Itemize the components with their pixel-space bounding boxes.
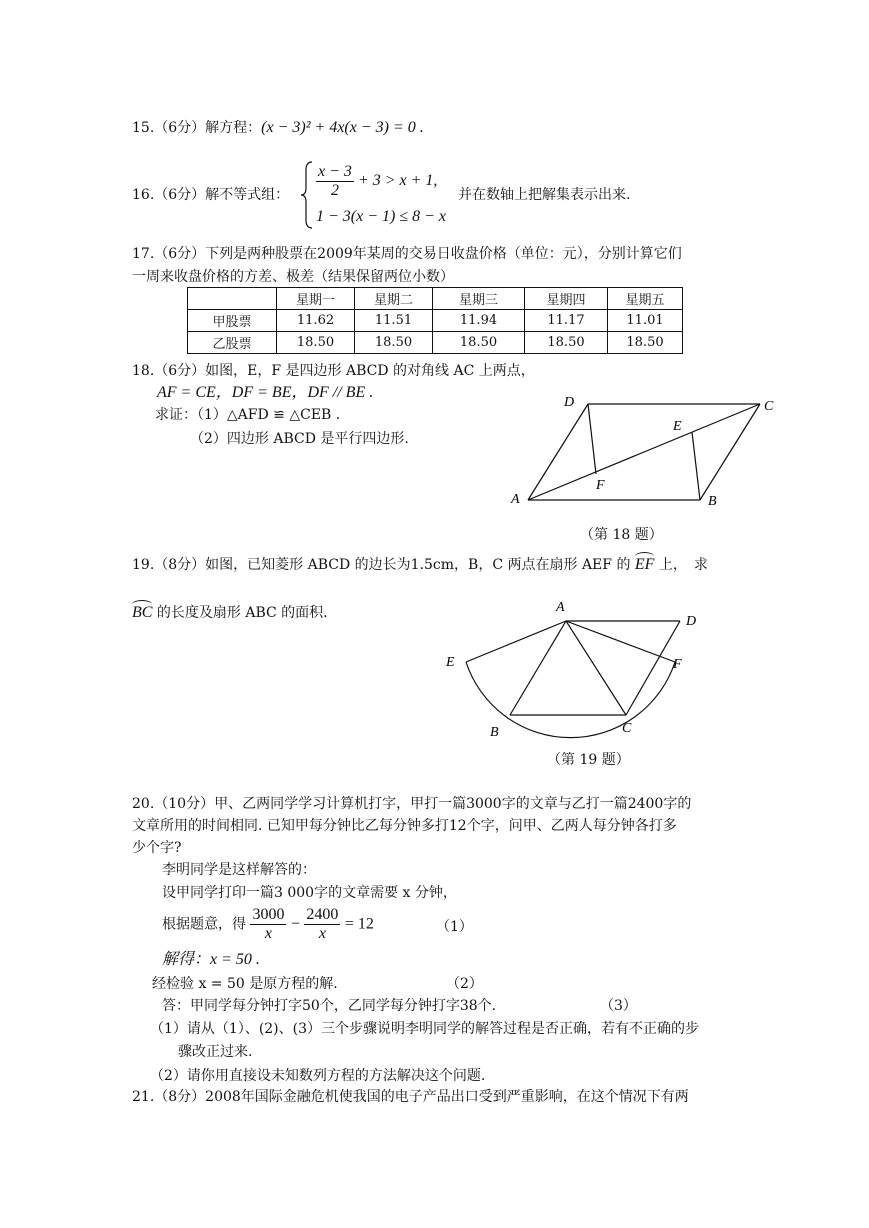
q21-line-1: 21.（8分）2008年国际金融危机使我国的电子产品出口受到严重影响，在这个情况下有两 [132, 1089, 689, 1105]
q20-step-1: （1） [436, 919, 473, 935]
q16-ineq-1 [316, 163, 437, 200]
table-row [188, 310, 683, 332]
q16-prefix: 16.（6分）解不等式组： [132, 187, 290, 203]
q20-sub-1b: 骤改正过来. [178, 1044, 253, 1060]
fig19-caption: （第 19 题） [547, 752, 630, 768]
q19-line-2 [132, 604, 328, 622]
fig19-label-f: F [673, 657, 682, 672]
q20-sub-2: （2）请你用直接设未知数列方程的方法解决这个问题. [150, 1068, 486, 1084]
fig18-label-a: A [511, 492, 520, 507]
fig18-label-f: F [596, 478, 605, 493]
q20-line-1: 20.（10分）甲、乙两同学学习计算机打字，甲打一篇3000字的文章与乙打一篇2400字的 [132, 796, 692, 812]
q16-suffix: 并在数轴上把解集表示出来. [458, 187, 631, 203]
q18-line-3: 求证：（1）△AFD ≌ △CEB . [155, 407, 341, 423]
fig18-label-d: D [564, 395, 575, 410]
q18-line-4: （2）四边形 ABCD 是平行四边形. [190, 431, 409, 447]
table-header-cell [188, 288, 277, 310]
table-cell: 11.62 [277, 310, 355, 332]
fig19-label-a: A [556, 600, 565, 615]
q15-line [132, 119, 424, 137]
table-header-row [188, 288, 683, 310]
table-cell: 18.50 [525, 332, 608, 354]
q16-brace [300, 160, 314, 230]
fig19-label-b: B [490, 725, 499, 740]
q19-line-1a: 19.（8分）如图，已知菱形 ABCD 的边长为1.5cm，B，C 两点在扇形 AEF 的 [132, 557, 631, 573]
q20-equation-line [162, 906, 374, 943]
q20-line-9: 答：甲同学每分钟打字50个，乙同学每分钟打字38个. [162, 998, 497, 1014]
fig18-caption: （第 18 题） [580, 527, 663, 543]
q20-line-5: 设甲同学打印一篇3 000字的文章需要 x 分钟， [162, 885, 457, 901]
q18-line-2: AF = CE，DF = BE，DF // BE . [157, 384, 374, 401]
q19-arc-ef: EF [634, 556, 655, 573]
q15-equation: (x − 3)² + 4x(x − 3) = 0 . [261, 119, 424, 136]
q17-line-1: 17.（6分）下列是两种股票在2009年某周的交易日收盘价格（单位：元），分别计算它们 [132, 246, 682, 262]
fig19-label-e: E [446, 655, 455, 670]
q20-frac2-num: 2400 [306, 906, 339, 923]
q17-line-2: 一周来收盘价格的方差、极差（结果保留两位小数） [132, 269, 454, 285]
q16-frac-num: x − 3 [318, 163, 352, 180]
fig19-label-d: D [686, 614, 697, 629]
table-header-cell: 星期四 [525, 288, 608, 310]
q20-step-2: （2） [446, 976, 483, 992]
q16-ineq-1-rest: + 3 > x + 1, [357, 172, 438, 190]
figure-19 [440, 595, 720, 745]
q20-step-3: （3） [600, 998, 637, 1014]
q16-ineq-2: 1 − 3(x − 1) ≤ 8 − x [316, 208, 447, 225]
stock-price-table [187, 287, 683, 354]
q20-line-4: 李明同学是这样解答的： [162, 862, 316, 878]
table-cell: 甲股票 [188, 310, 277, 332]
table-header-cell: 星期一 [277, 288, 355, 310]
fig19-label-c: C [622, 721, 632, 736]
table-cell: 乙股票 [188, 332, 277, 354]
table-row [188, 332, 683, 354]
q20-line-6-prefix: 根据题意，得 [162, 916, 246, 933]
q20-line-3: 少个字? [132, 840, 182, 856]
fig18-label-c: C [764, 399, 774, 414]
table-header-cell: 星期五 [608, 288, 683, 310]
q20-line-2: 文章所用的时间相同. 已知甲每分钟比乙每分钟多打12个字，问甲、乙两人每分钟各打多 [132, 818, 677, 834]
q20-line-7: 解得：x = 50 . [162, 951, 260, 968]
table-cell: 11.94 [433, 310, 525, 332]
table-cell: 18.50 [277, 332, 355, 354]
q20-frac1-den: x [264, 925, 272, 942]
q15-prefix: 15.（6分）解方程： [132, 120, 262, 136]
table-cell: 11.51 [355, 310, 433, 332]
q20-eq-rest: = 12 [344, 915, 374, 933]
q20-line-8: 经检验 x = 50 是原方程的解. [152, 976, 338, 992]
q20-sub-1a: （1）请从（1）、(2)、(3）三个步骤说明李明同学的解答过程是否正确，若有不正确的步 [150, 1021, 700, 1037]
table-cell: 18.50 [608, 332, 683, 354]
table-header-cell: 星期二 [355, 288, 433, 310]
q19-line-2-text: 的长度及扇形 ABC 的面积. [156, 605, 328, 621]
table-cell: 11.01 [608, 310, 683, 332]
q16-frac-den: 2 [330, 182, 339, 199]
figure-18 [500, 390, 790, 520]
q20-minus: − [290, 915, 300, 933]
table-cell: 18.50 [355, 332, 433, 354]
q19-line-1 [132, 556, 708, 574]
fig18-label-e: E [673, 419, 682, 434]
table-cell: 18.50 [433, 332, 525, 354]
table-header-cell: 星期三 [433, 288, 525, 310]
q19-line-1b: 上， 求 [658, 557, 708, 573]
q20-frac2-den: x [318, 925, 326, 942]
fig18-label-b: B [708, 494, 717, 509]
table-cell: 11.17 [525, 310, 608, 332]
q18-line-1: 18.（6分）如图，E，F 是四边形 ABCD 的对角线 AC 上两点， [132, 363, 535, 379]
q20-frac1-num: 3000 [252, 906, 285, 923]
q19-arc-bc: BC [132, 604, 153, 621]
